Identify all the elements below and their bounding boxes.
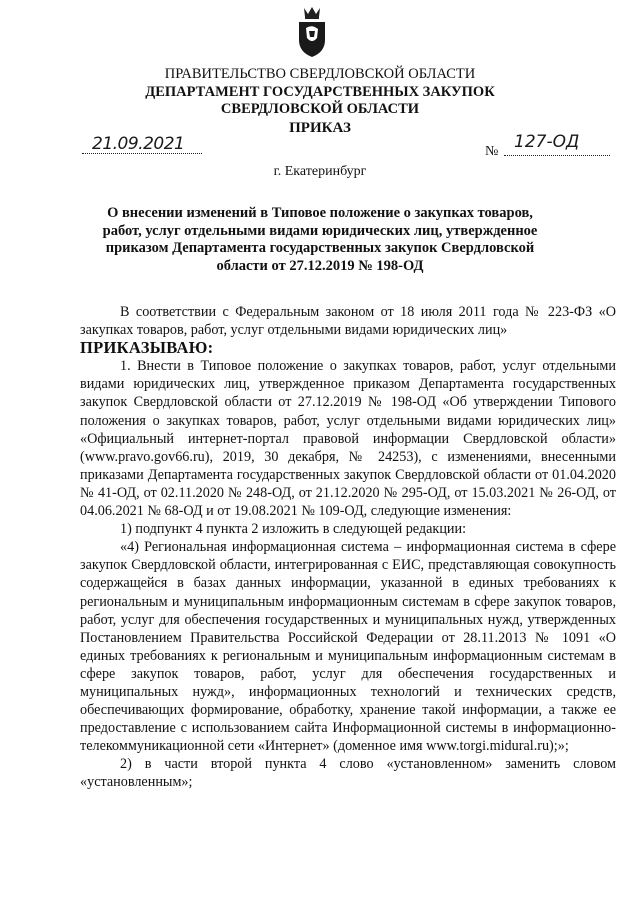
- order-number: 127-ОД: [514, 132, 580, 152]
- document-body: [80, 303, 616, 792]
- order-date: 21.09.2021: [92, 134, 185, 154]
- number-label: №: [485, 144, 499, 159]
- subitem-2: 2) в части второй пункта 4 слово «установленном» заменить словом «установленным»;: [80, 756, 616, 791]
- subitem-1: 1) подпункт 4 пункта 2 изложить в следующей редакции:: [120, 521, 467, 538]
- document-type: ПРИКАЗ: [289, 120, 351, 136]
- city: г. Екатеринбург: [273, 164, 367, 179]
- order-word: ПРИКАЗЫВАЮ:: [80, 338, 214, 358]
- government-name: ПРАВИТЕЛЬСТВО СВЕРДЛОВСКОЙ ОБЛАСТИ: [164, 66, 476, 82]
- item-1: 1. Внести в Типовое положение о закупках товаров, работ, услуг отдельными видами юридических лиц, утвержденное приказом Департамента государственных закупок Свердловской области от 27.12.2019 № 198-ОД «Об утверждении Типового положения о закупках товаров, работ, услуг отдельными видами юридических лиц» «Официальный интернет-портал правовой информации Свердловской области» (www.pravo.gov66.ru), 2019, 30 декабря, № 24253), с изменениями, внесенными приказами Департамента государственных закупок Свердловской области от 01.04.2020 № 41-ОД, от 02.11.2020 № 248-ОД, от 21.12.2020 № 295-ОД, от 15.03.2021 № 26-ОД, от 04.06.2021 № 68-ОД и от 19.08.2021 № 109-ОД, следующие изменения:: [80, 358, 616, 520]
- department-name-line2: СВЕРДЛОВСКОЙ ОБЛАСТИ: [220, 101, 420, 117]
- preamble: В соответствии с Федеральным законом от 18 июля 2011 года № 223-ФЗ «О закупках товаров, работ, услуг отдельными видами юридических лиц»: [80, 304, 616, 339]
- coat-of-arms-emblem: [297, 4, 327, 58]
- department-name-line1: ДЕПАРТАМЕНТ ГОСУДАРСТВЕННЫХ ЗАКУПОК: [145, 84, 495, 100]
- quoted-definition: «4) Региональная информационная система – информационная система в сфере закупок Свердловской области, интегрированная с ЕИС, представляющая совокупность содержащейся в базах данных информации, указанной в единых требованиях к региональным и муниципальным информационным системам в сфере закупок товаров, работ, услуг для обеспечения государственных и муниципальных нужд, утвержденных Постановлением Правительства Российской Федерации от 28.11.2013 № 1091 «О единых требованиях к региональным и муниципальным информационным системам в сфере закупок товаров, работ, услуг для обеспечения государственных и муниципальных нужд», информационных технологий и технических средств, обеспечивающих формирование, обработку, хранение такой информации, а также ее предоставление с использованием сайта Информационной системы в информационно-телекоммуникационной сети «Интернет» (доменное имя www.torgi.midural.ru);»;: [80, 539, 616, 755]
- document-title: О внесении изменений в Типовое положение о закупках товаров, работ, услуг отдельными видами юридических лиц, утвержденное приказом Департамента государственных закупок Свердловской области от 27.12.2019 № 198-ОД: [102, 205, 538, 274]
